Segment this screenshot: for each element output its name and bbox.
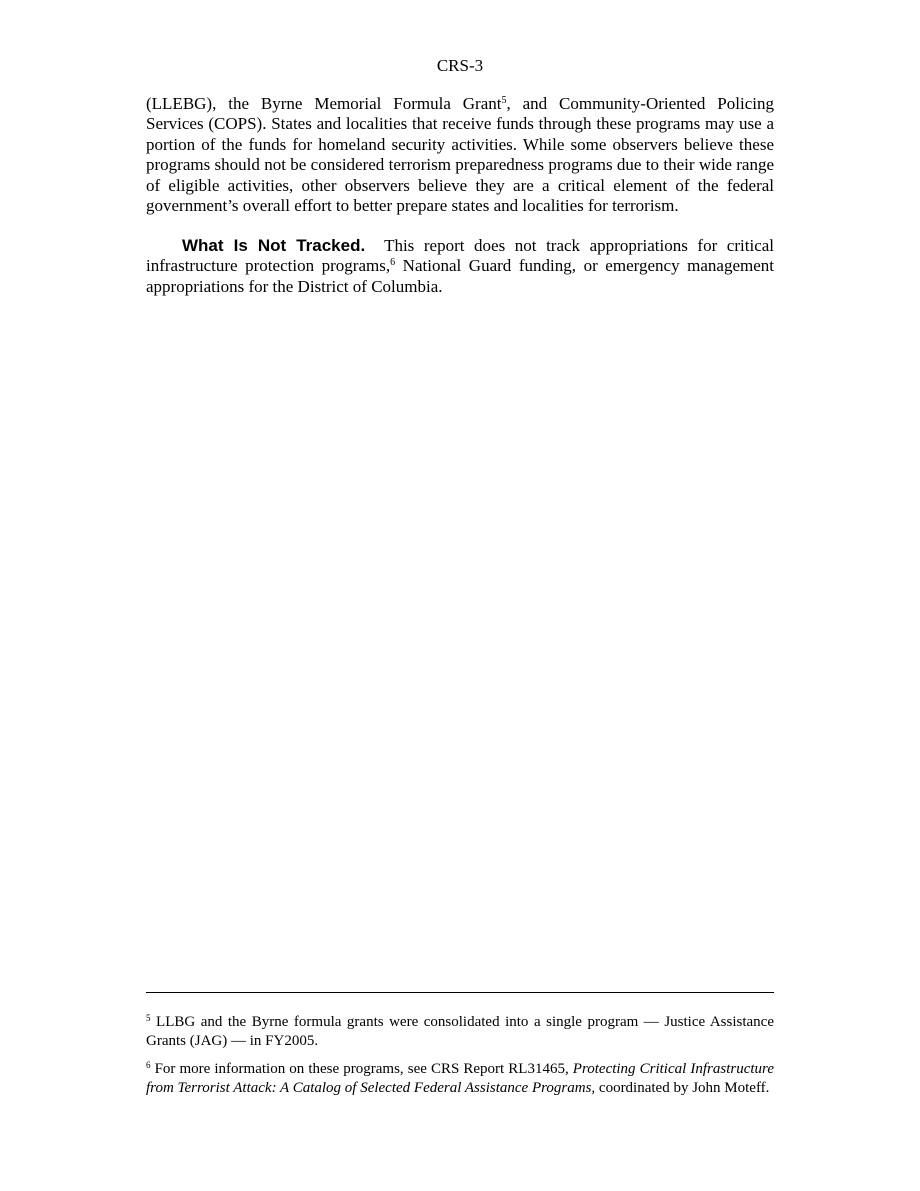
footnote-separator-rule (146, 992, 774, 993)
footnote-6-number: 6 (146, 1060, 151, 1070)
footnote-6-report-title: Protecting Critical Infrastructure from Terrorist Attack: A Catalog of Selected Federal Assistance Programs, (146, 1061, 774, 1096)
section-heading-what-is-not-tracked: What Is Not Tracked. (182, 236, 366, 255)
footnote-5 (146, 1013, 774, 1051)
paragraph-1-text-start: (LLEBG), the Byrne Memorial Formula Grant (146, 94, 502, 113)
footnote-6-text-start: For more information on these programs, see CRS Report RL31465, (154, 1061, 573, 1077)
footnote-6-text-end: coordinated by John Moteff. (595, 1080, 770, 1096)
footnote-ref-5[interactable]: 5 (501, 95, 507, 106)
footnote-5-text: LLBG and the Byrne formula grants were consolidated into a single program — Justice Assistance Grants (JAG) — in FY2005. (146, 1014, 774, 1049)
footnote-5-number: 5 (146, 1013, 151, 1023)
paragraph-1-text-end: , and Community-Oriented Policing Services (COPS). States and localities that receive funds through these programs may use a portion of the funds for homeland security activities. While some observers believe these programs should not be considered terrorism preparedness programs due to their wide range of eligible activities, other observers believe they are a critical element of the federal government’s overall effort to better prepare states and localities for terrorism. (146, 94, 774, 216)
paragraph-2-text-start: This report does not track appropriations for critical infrastructure protection programs, (146, 236, 775, 276)
paragraph-2-text-end: National Guard funding, or emergency management appropriations for the District of Columbia. (146, 256, 774, 296)
body-paragraph-1 (146, 94, 774, 216)
body-paragraph-2 (146, 236, 774, 297)
page-number-header: CRS-3 (436, 56, 484, 75)
footnote-ref-6[interactable]: 6 (390, 257, 396, 269)
footnote-6 (146, 1060, 774, 1098)
